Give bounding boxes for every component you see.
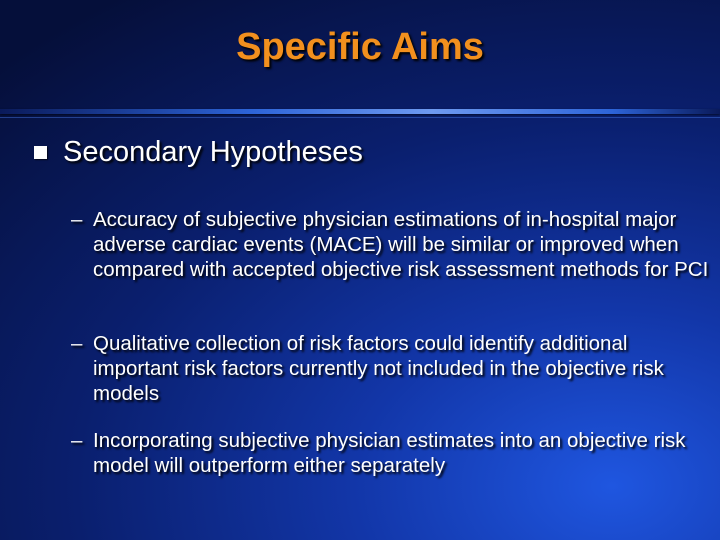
- square-bullet-icon: [34, 146, 47, 159]
- dash-icon: –: [71, 429, 83, 452]
- bullet-secondary-hypotheses: [34, 136, 363, 169]
- subpoint-qualitative: [71, 331, 711, 406]
- slide-title: Specific Aims: [236, 26, 484, 68]
- subpoint-text: Qualitative collection of risk factors could identify additional important risk factors currently not included in the objective risk models: [93, 332, 664, 405]
- bullet-label: Secondary Hypotheses: [63, 136, 363, 168]
- subpoint-incorporating: [71, 428, 711, 478]
- title-divider-shadow: [0, 117, 720, 118]
- dash-icon: –: [71, 332, 83, 355]
- title-divider: [0, 109, 720, 114]
- subpoint-text: Accuracy of subjective physician estimations of in-hospital major adverse cardiac events (MACE) will be similar or improved when compared with accepted objective risk assessment methods for PCI: [93, 208, 709, 281]
- dash-icon: –: [71, 208, 83, 231]
- subpoint-accuracy: [71, 207, 711, 282]
- subpoint-text: Incorporating subjective physician estimates into an objective risk model will outperform either separately: [93, 429, 686, 477]
